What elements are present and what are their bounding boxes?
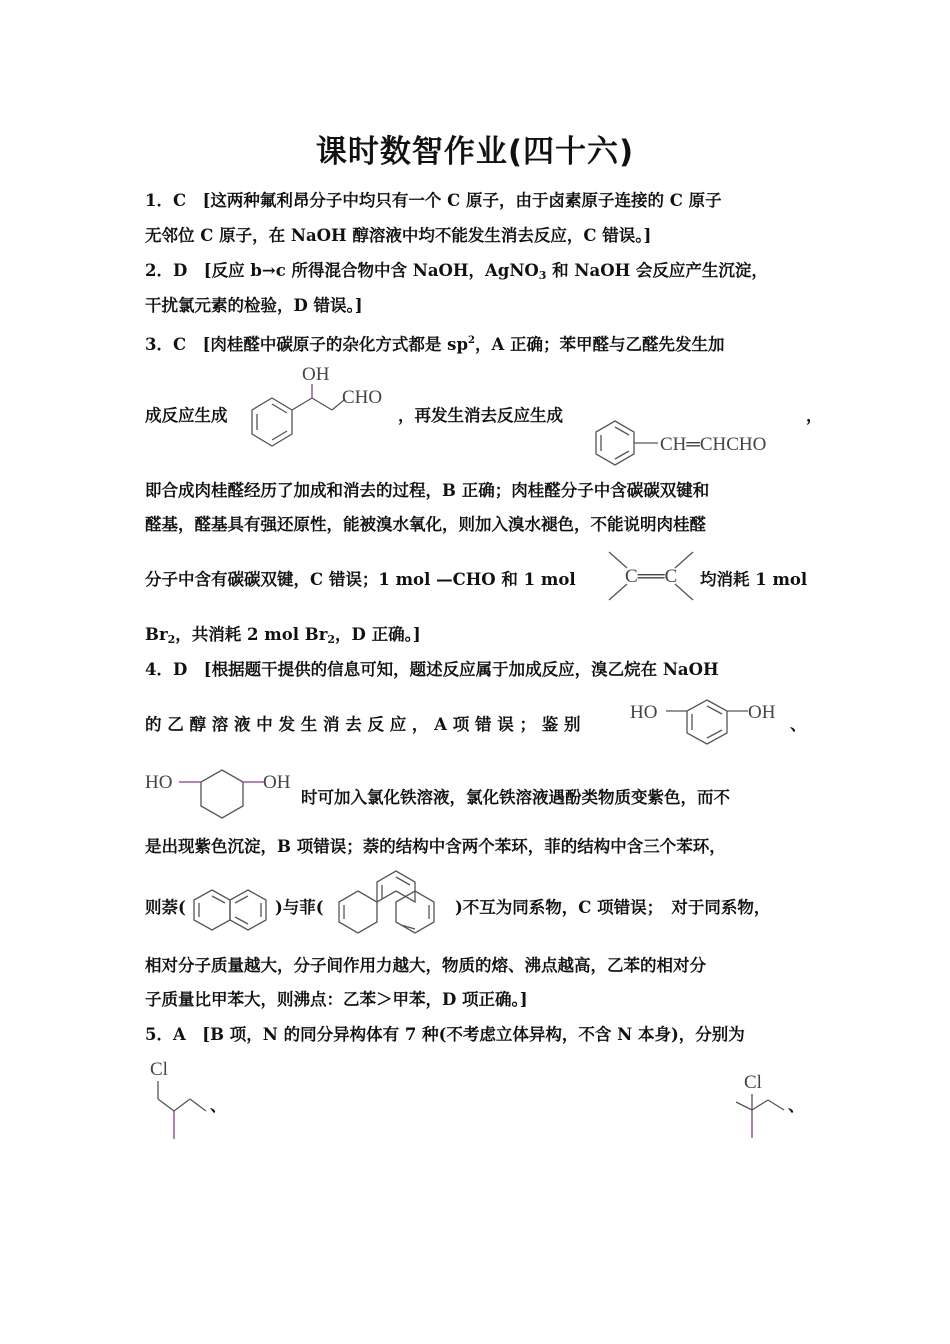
q4-line4: 是出现紫色沉淀，B 项错误；萘的结构中含两个苯环，菲的结构中含三个苯环，	[145, 837, 726, 856]
alkene-double-bond-structure	[607, 548, 697, 606]
q4-line1: 4．D [根据题干提供的信息可知，题述反应属于加成反应，溴乙烷在 NaOH	[145, 660, 719, 679]
cyclohexanediol-structure	[145, 768, 300, 820]
q4-line7: 子质量比甲苯大，则沸点：乙苯＞甲苯，D 项正确。]	[145, 990, 528, 1009]
chloro-isomer-2-structure	[730, 1068, 795, 1143]
cl-label: Cl	[150, 1059, 168, 1080]
ho-label: HO	[145, 772, 173, 793]
q3-line2c: ，	[806, 406, 823, 425]
cho-label: CHO	[342, 387, 383, 408]
q4-line3: 时可加入氯化铁溶液，氯化铁溶液遇酚类物质变紫色，而不	[301, 788, 730, 807]
ch-chcho-label: CH═CHCHO	[660, 434, 767, 455]
q4-line5a: 则萘(	[145, 898, 186, 917]
q4-line2b: 、	[790, 715, 807, 734]
cinnamaldehyde-structure	[594, 418, 809, 468]
q2-line1: 2．D [反应 b→c 所得混合物中含 NaOH，AgNO$_3$ 和 NaOH 会反应产生沉淀，	[145, 261, 768, 282]
q3-line5b: 均消耗 1 mol	[700, 570, 808, 589]
resorcinol-structure	[628, 696, 793, 746]
q5-line1: 5．A [B 项，N 的同分异构体有 7 种(不考虑立体异构，不含 N 本身)，分别为	[145, 1025, 745, 1044]
q5-sep2: 、	[788, 1096, 805, 1115]
q3-line3: 即合成肉桂醛经历了加成和消去的过程，B 正确；肉桂醛分子中含碳碳双键和	[145, 481, 710, 500]
oh-label: OH	[748, 702, 776, 723]
oh-label: OH	[263, 772, 291, 793]
oh-label: OH	[302, 364, 330, 385]
q4-line5c: )不互为同系物，C 项错误； 对于同系物，	[455, 898, 771, 917]
q3-line2b: ，再发生消去反应生成	[398, 406, 563, 425]
chloro-isomer-1-structure	[148, 1055, 218, 1145]
phenanthrene-structure	[335, 867, 455, 933]
q1-line2: 无邻位 C 原子，在 NaOH 醇溶液中均不能发生消去反应，C 错误。]	[145, 226, 652, 245]
q3-line4: 醛基，醛基具有强还原性，能被溴水氧化，则加入溴水褪色，不能说明肉桂醛	[145, 515, 706, 534]
ho-label: HO	[630, 702, 658, 723]
q3-line2a: 成反应生成	[145, 406, 228, 425]
q2-line2: 干扰氯元素的检验，D 错误。]	[145, 296, 363, 315]
q3-line5a: 分子中含有碳碳双键，C 错误；1 mol —CHO 和 1 mol	[145, 570, 576, 589]
q4-line2a: 的 乙 醇 溶 液 中 发 生 消 去 反 应 ， A 项 错 误 ； 鉴 别	[145, 715, 581, 734]
page-title: 课时数智作业(四十六)	[315, 134, 635, 170]
q5-sep1: 、	[210, 1096, 227, 1115]
q4-line6: 相对分子质量越大，分子间作用力越大，物质的熔、沸点越高，乙苯的相对分	[145, 956, 706, 975]
q3-line1: 3．C [肉桂醛中碳原子的杂化方式都是 $sp^2$，A 正确；苯甲醛与乙醛先发生加	[145, 335, 725, 354]
q4-line5b: )与菲(	[275, 898, 324, 917]
q3-line6: $Br_2$，共消耗 2 mol $Br_2$，D 正确。]	[145, 625, 421, 646]
c-double-c-label: C══C	[625, 566, 678, 587]
phenyl-hydroxy-propanal-structure	[250, 360, 400, 465]
naphthalene-structure	[191, 888, 273, 930]
cl-label: Cl	[744, 1072, 762, 1093]
q1-line1: 1．C [这两种氟利昂分子中均只有一个 C 原子，由于卤素原子连接的 C 原子	[145, 191, 722, 210]
